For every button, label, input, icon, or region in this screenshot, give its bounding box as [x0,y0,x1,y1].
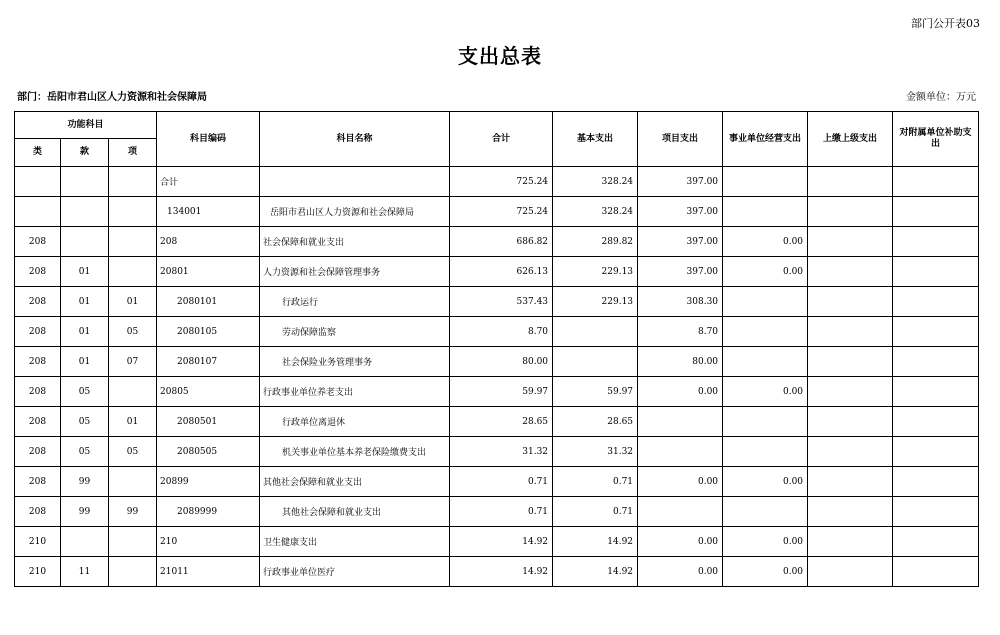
cell-code: 2080105 [157,317,260,347]
header-lei: 类 [15,139,61,167]
cell-name: 机关事业单位基本养老保险缴费支出 [260,437,450,467]
cell-subsidy [893,287,979,317]
cell-basic: 328.24 [553,197,638,227]
cell-xiang [109,227,157,257]
cell-business [723,197,808,227]
page-title: 支出总表 [458,44,542,68]
cell-project: 397.00 [638,257,723,287]
cell-code: 134001 [157,197,260,227]
cell-business [723,497,808,527]
cell-kuan [61,167,109,197]
cell-upward [808,407,893,437]
cell-subsidy [893,467,979,497]
cell-business: 0.00 [723,377,808,407]
cell-business [723,437,808,467]
table-row [15,347,979,377]
cell-kuan: 99 [61,467,109,497]
cell-name: 行政事业单位养老支出 [260,377,450,407]
cell-xiang: 07 [109,347,157,377]
cell-subsidy [893,317,979,347]
header-kuan: 款 [61,139,109,167]
table-row [15,437,979,467]
cell-total: 725.24 [450,197,553,227]
cell-total: 31.32 [450,437,553,467]
cell-subsidy [893,197,979,227]
cell-xiang [109,167,157,197]
cell-lei: 208 [15,347,61,377]
cell-code: 2080505 [157,437,260,467]
cell-project: 0.00 [638,557,723,587]
cell-lei: 208 [15,227,61,257]
cell-basic: 229.13 [553,257,638,287]
cell-upward [808,347,893,377]
cell-basic: 289.82 [553,227,638,257]
header-subsidy: 对附属单位补助支出 [893,112,979,167]
cell-business [723,317,808,347]
cell-upward [808,197,893,227]
cell-subsidy [893,377,979,407]
cell-project: 397.00 [638,227,723,257]
cell-project: 0.00 [638,467,723,497]
cell-business [723,347,808,377]
cell-lei [15,197,61,227]
cell-lei: 208 [15,287,61,317]
cell-kuan: 01 [61,317,109,347]
cell-business [723,167,808,197]
cell-upward [808,467,893,497]
cell-subsidy [893,557,979,587]
cell-xiang: 01 [109,287,157,317]
cell-lei: 208 [15,377,61,407]
cell-basic: 14.92 [553,527,638,557]
cell-kuan [61,527,109,557]
cell-kuan: 05 [61,437,109,467]
table-row [15,497,979,527]
cell-code: 20899 [157,467,260,497]
header-basic: 基本支出 [553,112,638,167]
cell-xiang: 05 [109,317,157,347]
cell-code: 2080107 [157,347,260,377]
cell-code: 2080501 [157,407,260,437]
cell-upward [808,257,893,287]
cell-upward [808,377,893,407]
cell-total: 8.70 [450,317,553,347]
cell-basic: 28.65 [553,407,638,437]
cell-project: 308.30 [638,287,723,317]
cell-lei: 208 [15,437,61,467]
cell-business: 0.00 [723,257,808,287]
cell-code: 合计 [157,167,260,197]
cell-kuan [61,227,109,257]
cell-xiang [109,527,157,557]
cell-name: 其他社会保障和就业支出 [260,497,450,527]
form-code: 部门公开表03 [911,17,980,30]
cell-name: 社会保险业务管理事务 [260,347,450,377]
cell-name [260,167,450,197]
cell-lei: 210 [15,557,61,587]
cell-name: 行政单位离退休 [260,407,450,437]
department-label: 部门：岳阳市君山区人力资源和社会保障局 [17,92,207,103]
cell-code: 2089999 [157,497,260,527]
cell-code: 20805 [157,377,260,407]
cell-business: 0.00 [723,557,808,587]
table-row [15,227,979,257]
cell-project: 397.00 [638,197,723,227]
cell-lei: 208 [15,257,61,287]
cell-basic [553,347,638,377]
amount-unit-label: 金额单位：万元 [906,92,976,103]
cell-basic: 328.24 [553,167,638,197]
cell-upward [808,167,893,197]
cell-business [723,407,808,437]
cell-basic: 229.13 [553,287,638,317]
header-xiang: 项 [109,139,157,167]
cell-subsidy [893,227,979,257]
cell-project: 8.70 [638,317,723,347]
header-func-subject: 功能科目 [15,112,157,139]
cell-total: 28.65 [450,407,553,437]
header-upward: 上缴上级支出 [808,112,893,167]
cell-name: 其他社会保障和就业支出 [260,467,450,497]
cell-name: 社会保障和就业支出 [260,227,450,257]
cell-total: 14.92 [450,557,553,587]
cell-upward [808,437,893,467]
cell-code: 210 [157,527,260,557]
cell-subsidy [893,497,979,527]
header-total: 合计 [450,112,553,167]
cell-basic: 14.92 [553,557,638,587]
cell-upward [808,527,893,557]
cell-kuan: 11 [61,557,109,587]
expenditure-table [14,111,979,587]
cell-code: 21011 [157,557,260,587]
cell-project [638,437,723,467]
cell-lei: 208 [15,317,61,347]
cell-subsidy [893,257,979,287]
cell-business: 0.00 [723,467,808,497]
table-row [15,407,979,437]
cell-subsidy [893,407,979,437]
cell-project [638,407,723,437]
cell-basic: 0.71 [553,467,638,497]
table-row [15,197,979,227]
cell-lei: 208 [15,467,61,497]
cell-business: 0.00 [723,527,808,557]
cell-business: 0.00 [723,227,808,257]
cell-xiang [109,257,157,287]
cell-basic: 31.32 [553,437,638,467]
cell-project [638,497,723,527]
cell-total: 0.71 [450,497,553,527]
cell-name: 卫生健康支出 [260,527,450,557]
cell-name: 岳阳市君山区人力资源和社会保障局 [260,197,450,227]
cell-total: 80.00 [450,347,553,377]
cell-subsidy [893,167,979,197]
cell-code: 20801 [157,257,260,287]
cell-subsidy [893,347,979,377]
cell-basic: 59.97 [553,377,638,407]
cell-xiang: 05 [109,437,157,467]
cell-project: 397.00 [638,167,723,197]
cell-name: 行政事业单位医疗 [260,557,450,587]
cell-kuan [61,197,109,227]
cell-project: 0.00 [638,527,723,557]
cell-upward [808,287,893,317]
table-row [15,527,979,557]
cell-xiang [109,467,157,497]
cell-kuan: 01 [61,347,109,377]
cell-subsidy [893,527,979,557]
table-row [15,287,979,317]
cell-upward [808,497,893,527]
header-business: 事业单位经营支出 [723,112,808,167]
cell-project: 80.00 [638,347,723,377]
cell-lei [15,167,61,197]
header-code: 科目编码 [157,112,260,167]
cell-lei: 208 [15,407,61,437]
cell-xiang: 01 [109,407,157,437]
table-row [15,167,979,197]
cell-xiang [109,557,157,587]
header-project: 项目支出 [638,112,723,167]
cell-upward [808,557,893,587]
cell-code: 208 [157,227,260,257]
cell-basic [553,317,638,347]
table-row [15,317,979,347]
cell-kuan: 05 [61,377,109,407]
cell-subsidy [893,437,979,467]
table-row [15,467,979,497]
table-row [15,257,979,287]
cell-total: 537.43 [450,287,553,317]
cell-total: 686.82 [450,227,553,257]
cell-lei: 208 [15,497,61,527]
cell-name: 劳动保障监察 [260,317,450,347]
cell-kuan: 01 [61,287,109,317]
table-row [15,557,979,587]
cell-kuan: 05 [61,407,109,437]
cell-name: 人力资源和社会保障管理事务 [260,257,450,287]
cell-business [723,287,808,317]
cell-total: 626.13 [450,257,553,287]
cell-total: 0.71 [450,467,553,497]
cell-xiang: 99 [109,497,157,527]
cell-total: 59.97 [450,377,553,407]
cell-code: 2080101 [157,287,260,317]
cell-upward [808,317,893,347]
header-name: 科目名称 [260,112,450,167]
cell-total: 725.24 [450,167,553,197]
cell-basic: 0.71 [553,497,638,527]
cell-kuan: 99 [61,497,109,527]
cell-name: 行政运行 [260,287,450,317]
cell-project: 0.00 [638,377,723,407]
cell-lei: 210 [15,527,61,557]
cell-upward [808,227,893,257]
table-row [15,377,979,407]
cell-total: 14.92 [450,527,553,557]
cell-xiang [109,377,157,407]
cell-kuan: 01 [61,257,109,287]
cell-xiang [109,197,157,227]
